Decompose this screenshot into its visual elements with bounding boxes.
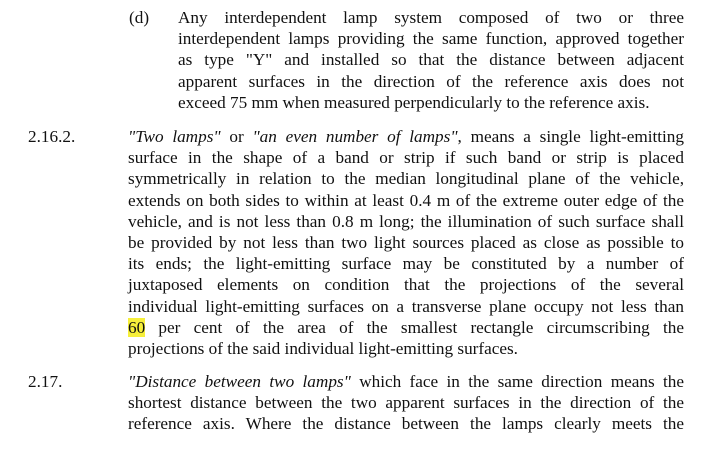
section-217-text <box>128 371 684 435</box>
section-2162-line-1: "Two lamps" or "an even number of lamps", means a single light-emitting <box>128 127 684 146</box>
term-even-number: "an even number of lamps" <box>252 127 458 146</box>
section-2162-line-8: juxtaposed elements on condition that the projections of the several <box>128 275 684 295</box>
item-d-label: (d) <box>129 8 150 27</box>
item-d-line-3: as type "Y" and installed so that the distance between adjacent <box>178 50 684 70</box>
term-two-lamps: "Two lamps" <box>128 127 221 146</box>
section-2162-line-3: symmetrically in relation to the median longitudinal plane of the vehicle, <box>128 169 684 189</box>
item-d-line-5: exceed 75 mm when measured perpendicularly to the reference axis. <box>178 92 650 112</box>
section-2162-line-6: be provided by not less than two light sources placed as close as possible to <box>128 233 684 253</box>
item-d-line-4: apparent surfaces in the direction of the reference axis does not <box>178 71 684 91</box>
section-2162-number: 2.16.2. <box>28 127 76 146</box>
section-217-line-3: reference axis. Where the distance between the lamps clearly meets the <box>128 414 684 434</box>
section-2162-line-4: extends on both sides to within at least 0.4 m of the extreme outer edge of the <box>128 190 684 210</box>
section-217-line-2: shortest distance between the two apparent surfaces in the direction of the <box>128 393 684 413</box>
section-2162-line-7: its ends; the light-emitting surface may be constituted by a number of <box>128 254 684 274</box>
section-217-number: 2.17. <box>28 372 63 391</box>
section-2162-line-11: projections of the said individual light-emitting surfaces. <box>128 339 518 359</box>
item-d-text <box>178 7 684 113</box>
item-d-line-2: interdependent lamps providing the same function, approved together <box>178 29 684 49</box>
section-2162-line-9: individual light-emitting surfaces on a transverse plane occupy not less than <box>128 296 684 316</box>
section-2162-line-5: vehicle, and is not less than 0.8 m long; the illumination of such surface shall <box>128 211 684 231</box>
term-distance: "Distance between two lamps" <box>128 372 351 391</box>
item-d-line-1: Any interdependent lamp system composed of two or three <box>178 8 684 27</box>
section-2162-line-2: surface in the shape of a band or strip if such band or strip is placed <box>128 148 684 168</box>
highlighted-value: 60 <box>128 317 146 337</box>
section-217-line-1: "Distance between two lamps" which face in the same direction means the <box>128 372 684 391</box>
section-2162-text <box>128 126 684 359</box>
section-2162-line-10: 60 per cent of the area of the smallest rectangle circumscribing the <box>128 317 684 337</box>
